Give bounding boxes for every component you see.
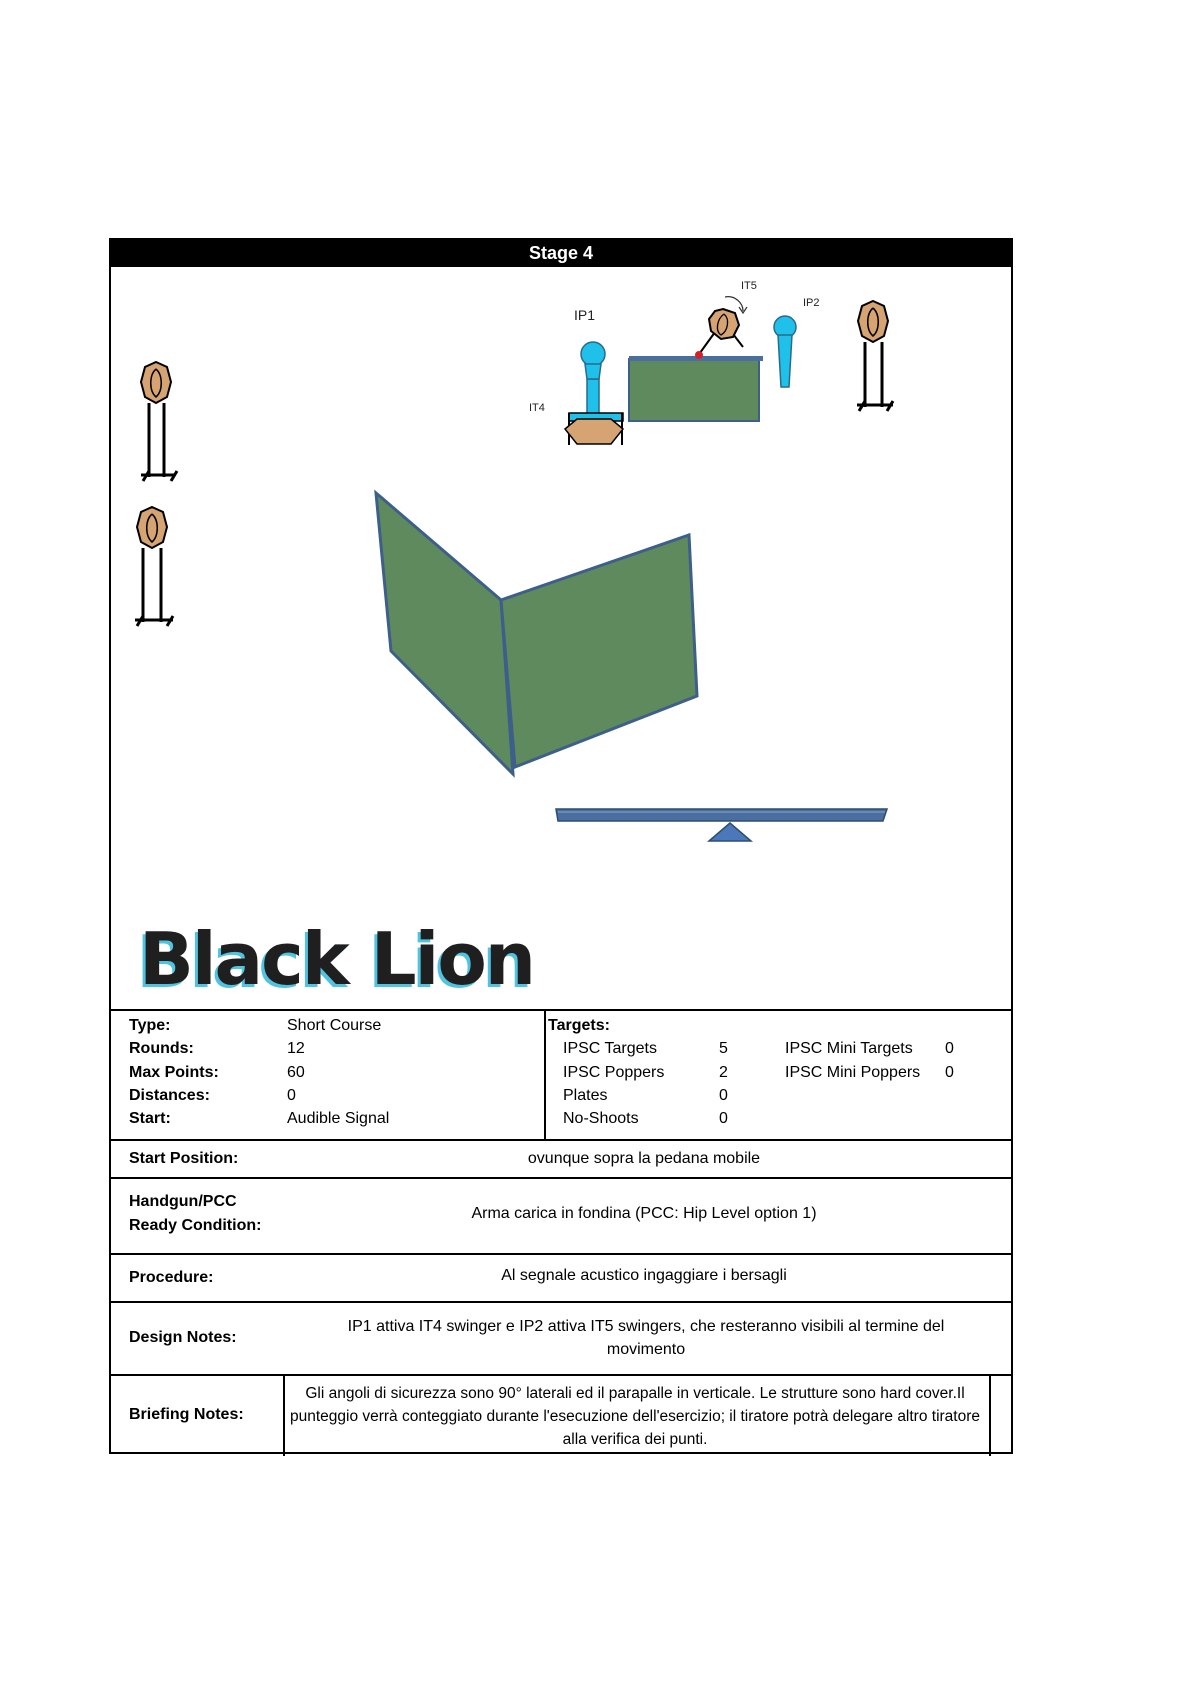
ready-condition-label-line2: Ready Condition:: [129, 1217, 262, 1234]
stage-diagram: [111, 267, 1011, 1009]
ip1-label: IP1: [574, 307, 596, 323]
mobile-platform: [556, 809, 887, 841]
distances-label: Distances:: [129, 1087, 210, 1104]
mini-targets-value: 0: [945, 1040, 954, 1057]
ipsc-target-left-upper: [141, 362, 177, 481]
stage-info-block: [111, 1009, 1011, 1139]
procedure-value: Al segnale acustico ingaggiare i bersagli: [501, 1267, 787, 1284]
procedure-label: Procedure:: [129, 1269, 214, 1286]
info-divider: [544, 1011, 546, 1139]
ready-condition-row: [111, 1177, 1011, 1253]
ipsc-targets-label: IPSC Targets: [563, 1040, 657, 1057]
v-wall: [376, 493, 697, 774]
mini-poppers-value: 0: [945, 1064, 954, 1081]
start-position-label: Start Position:: [129, 1150, 239, 1167]
maxpoints-value: 60: [287, 1064, 305, 1081]
it5-label: IT5: [741, 280, 757, 292]
distances-value: 0: [287, 1087, 296, 1104]
ipsc-target-right: [857, 301, 893, 411]
briefing-notes-row: [111, 1374, 1011, 1456]
start-position-row: [111, 1139, 1011, 1177]
design-notes-label: Design Notes:: [129, 1329, 237, 1346]
noshoots-label: No-Shoots: [563, 1110, 639, 1127]
mini-targets-label: IPSC Mini Targets: [785, 1040, 913, 1057]
maxpoints-label: Max Points:: [129, 1064, 219, 1081]
stage-sheet: [109, 238, 1013, 1454]
mini-poppers-label: IPSC Mini Poppers: [785, 1064, 921, 1081]
type-value: Short Course: [287, 1017, 382, 1034]
plates-value: 0: [719, 1087, 728, 1104]
briefing-notes-value: Gli angoli di sicurezza sono 90° laterali ed il parapalle in verticale. Le strutture sono hard cover.Il punteggio verrà conteggiato durante l'esecuzione dell'esercizio; il tiratore potrà delegare altro tiratore alla verifica dei punti.: [289, 1385, 981, 1448]
ipsc-targets-value: 5: [719, 1040, 728, 1057]
targets-label: Targets:: [548, 1017, 610, 1034]
stage-drawing: [111, 267, 1015, 1009]
brand-logo: Black Lion: [139, 917, 535, 1001]
it4-label: IT4: [529, 402, 545, 414]
briefing-divider-right: [989, 1376, 991, 1456]
design-notes-row: [111, 1301, 1011, 1374]
ip2-popper: [774, 316, 796, 387]
design-notes-value: IP1 attiva IT4 swinger e IP2 attiva IT5 swingers, che resteranno visibili al termine del movimento: [347, 1318, 945, 1358]
type-label: Type:: [129, 1017, 171, 1034]
ipsc-poppers-label: IPSC Poppers: [563, 1064, 665, 1081]
it5-swinger: [695, 297, 747, 359]
ip1-popper: [569, 342, 623, 421]
start-label: Start:: [129, 1110, 171, 1127]
ipsc-target-left-lower: [135, 507, 173, 626]
hard-cover-wall-top: [629, 356, 763, 421]
rounds-label: Rounds:: [129, 1040, 194, 1057]
start-value: Audible Signal: [287, 1110, 390, 1127]
ready-condition-label-line1: Handgun/PCC: [129, 1193, 237, 1210]
ready-condition-value: Arma carica in fondina (PCC: Hip Level option 1): [471, 1205, 817, 1222]
stage-title: Stage 4: [111, 240, 1011, 267]
ip2-label: IP2: [803, 297, 820, 309]
rounds-value: 12: [287, 1040, 305, 1057]
procedure-row: [111, 1253, 1011, 1301]
noshoots-value: 0: [719, 1110, 728, 1127]
briefing-notes-label: Briefing Notes:: [129, 1406, 244, 1423]
plates-label: Plates: [563, 1087, 608, 1104]
briefing-divider-left: [283, 1376, 285, 1456]
ipsc-poppers-value: 2: [719, 1064, 728, 1081]
start-position-value: ovunque sopra la pedana mobile: [527, 1150, 761, 1167]
